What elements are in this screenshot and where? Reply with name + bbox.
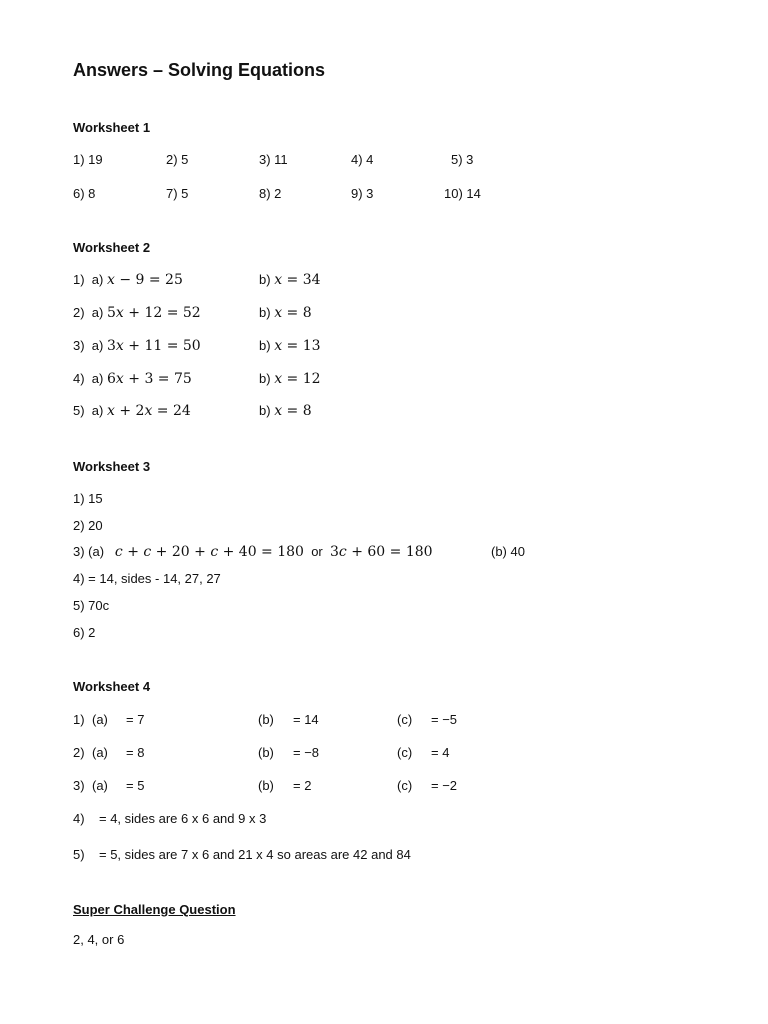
ws1-answer: 2) 5	[166, 152, 189, 167]
ws1-answer: 4) 4	[351, 152, 374, 167]
ws1-answer: 6) 8	[73, 186, 96, 201]
or-word: or	[311, 544, 323, 559]
challenge-answer: 2, 4, or 6	[73, 932, 125, 947]
ws3-answer-3b: (b) 40	[491, 544, 525, 559]
answer-value: = 2	[293, 778, 312, 793]
question-number: 4)	[73, 811, 85, 826]
worksheet-2-heading: Worksheet 2	[73, 240, 151, 255]
solution: x = 13	[274, 338, 321, 354]
solution: x = 8	[274, 403, 312, 419]
ws1-answer: 3) 11	[259, 152, 288, 167]
question-number: 2)	[73, 305, 85, 320]
ws1-answer: 7) 5	[166, 186, 189, 201]
ws2-row	[73, 305, 201, 321]
ws2-row	[73, 338, 201, 354]
ws2-solution	[259, 338, 321, 354]
equation: 6x + 3 = 75	[106, 371, 192, 387]
ws2-solution	[259, 272, 321, 288]
ws3-answer: 4) = 14, sides - 14, 27, 27	[73, 571, 221, 586]
part-label: (c)	[397, 745, 413, 760]
part-label: (a)	[92, 712, 108, 727]
answer-value: = 5	[126, 778, 145, 793]
worksheet-3-heading: Worksheet 3	[73, 459, 151, 474]
solution: x = 8	[274, 305, 312, 321]
ws3-answer: 1) 15	[73, 491, 103, 506]
part-label: 3) (a)	[73, 544, 105, 559]
ws2-row	[73, 272, 183, 288]
equation: 3x + 11 = 50	[106, 338, 201, 354]
answer-value: = −2	[431, 778, 458, 793]
answer-value: = −5	[431, 712, 458, 727]
ws1-answer: 9) 3	[351, 186, 374, 201]
ws2-solution	[259, 403, 312, 419]
part-label: (a)	[92, 745, 108, 760]
part-label: b)	[259, 338, 271, 353]
part-label: (a)	[92, 778, 108, 793]
answer-value: = 7	[126, 712, 145, 727]
answer-value: = 8	[126, 745, 145, 760]
ws3-answer: 5) 70c	[73, 598, 110, 613]
question-number: 5)	[73, 847, 85, 862]
question-number: 5)	[73, 403, 85, 418]
question-number: 1)	[73, 712, 85, 727]
part-label: (b)	[258, 745, 274, 760]
ws2-solution	[259, 305, 312, 321]
part-label: (c)	[397, 778, 413, 793]
part-label: b)	[259, 272, 271, 287]
ws1-answer: 1) 19	[73, 152, 103, 167]
ws2-row	[73, 371, 192, 387]
part-label: (c)	[397, 712, 413, 727]
ws2-solution	[259, 371, 321, 387]
question-number: 1)	[73, 272, 85, 287]
part-label: a)	[91, 403, 104, 418]
ws1-answer: 10) 14	[444, 186, 481, 201]
ws2-row	[73, 403, 191, 419]
ws4-answer-4: = 4, sides are 6 x 6 and 9 x 3	[99, 811, 267, 826]
equation: 5x + 12 = 52	[106, 305, 201, 321]
part-label: a)	[91, 272, 104, 287]
question-number: 3)	[73, 778, 85, 793]
equation: 3c + 60 = 180	[330, 544, 433, 560]
equation: x − 9 = 25	[106, 272, 183, 288]
part-label: b)	[259, 305, 271, 320]
solution: x = 34	[274, 272, 321, 288]
answer-value: = 14	[293, 712, 319, 727]
equation: c + c + 20 + c + 40 = 180	[114, 544, 304, 560]
question-number: 3)	[73, 338, 85, 353]
equation: x + 2x = 24	[106, 403, 191, 419]
question-number: 2)	[73, 745, 85, 760]
worksheet-4-heading: Worksheet 4	[73, 679, 151, 694]
answer-value: = −8	[293, 745, 320, 760]
ws4-answer-5: = 5, sides are 7 x 6 and 21 x 4 so areas are 42 and 84	[99, 847, 411, 862]
part-label: a)	[91, 305, 104, 320]
ws3-answer-3a	[73, 544, 433, 560]
question-number: 4)	[73, 371, 85, 386]
part-label: a)	[91, 338, 104, 353]
part-label: (b)	[258, 712, 274, 727]
ws1-answer: 5) 3	[451, 152, 474, 167]
part-label: (b)	[258, 778, 274, 793]
part-label: b)	[259, 403, 271, 418]
ws3-answer: 6) 2	[73, 625, 96, 640]
solution: x = 12	[274, 371, 321, 387]
ws1-answer: 8) 2	[259, 186, 282, 201]
page-title: Answers – Solving Equations	[73, 60, 326, 80]
part-label: a)	[91, 371, 104, 386]
ws3-answer: 2) 20	[73, 518, 103, 533]
challenge-heading: Super Challenge Question	[73, 902, 236, 917]
answer-value: = 4	[431, 745, 450, 760]
part-label: b)	[259, 371, 271, 386]
worksheet-1-heading: Worksheet 1	[73, 120, 151, 135]
